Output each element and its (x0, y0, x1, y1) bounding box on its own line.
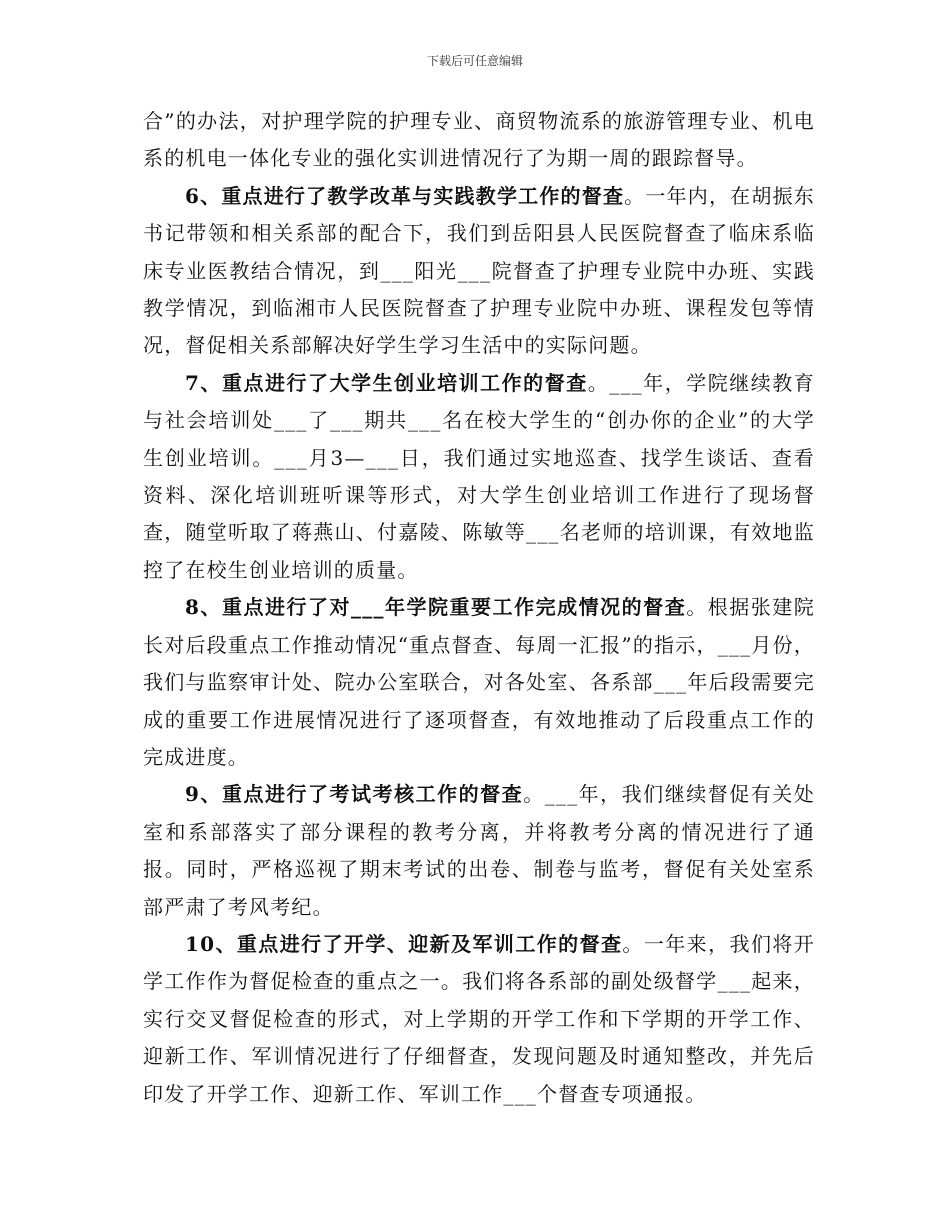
paragraph-item-7 (143, 365, 815, 589)
paragraph-item-8 (143, 589, 815, 776)
paragraph-continuation (143, 103, 815, 178)
paragraph-heading: 6、重点进行了教学改革与实践教学工作的督查 (185, 183, 625, 208)
paragraph-heading: 10、重点进行了开学、迎新及军训工作的督查 (185, 931, 623, 956)
paragraph-text: 。___年，学院继续教育与社会培训处___了___期共___名在校大学生的“创办你的企业”的大学生创业培训。___月3—___日，我们通过实地巡查、找学生谈话、查看资料、深化培训班听课等形式，对大学生创业培训工作进行了现场督查，随堂听取了蒋燕山、付嘉陵、陈敏等___名老师的培训课，有效地监控了在校生创业培训的质量。 (143, 370, 816, 582)
paragraph-heading: 9、重点进行了考试考核工作的督查 (185, 782, 524, 807)
document-body (143, 103, 815, 1113)
paragraph-text: 合”的办法，对护理学院的护理专业、商贸物流系的旅游管理专业、机电系的机电一体化专业的强化实训进情况行了为期一周的跟踪督导。 (143, 109, 815, 171)
paragraph-item-9 (143, 776, 815, 926)
paragraph-item-10 (143, 926, 815, 1113)
paragraph-item-6 (143, 178, 815, 365)
paragraph-text: 。___年，我们继续督促有关处室和系部落实了部分课程的教考分离，并将教考分离的情况进行了通报。同时，严格巡视了期末考试的出卷、制卷与监考，督促有关处室系部严肃了考风考纪。 (143, 782, 815, 919)
paragraph-text: 。一年内，在胡振东书记带领和相关系部的配合下，我们到岳阳县人民医院督查了临床系临床专业医教结合情况，到___阳光___院督查了护理专业院中办班、实践教学情况，到临湘市人民医院督查了护理专业院中办班、课程发包等情况，督促相关系部解决好学生学习生活中的实际问题。 (143, 183, 815, 358)
paragraph-heading: 7、重点进行了大学生创业培训工作的督查 (185, 370, 588, 395)
page-header: 下载后可任意编辑 (426, 54, 523, 68)
paragraph-heading: 8、重点进行了对___年学院重要工作完成情况的督查 (185, 595, 687, 620)
paragraph-text: 。根据张建院长对后段重点工作推动情况“重点督查、每周一汇报”的指示，___月份，我们与监察审计处、院办公室联合，对各处室、各系部___年后段需要完成的重要工作进展情况进行了逐项督查，有效地推动了后段重点工作的完成进度。 (143, 595, 816, 769)
paragraph-text: 。一年来，我们将开学工作作为督促检查的重点之一。我们将各系部的副处级督学___起来，实行交叉督促检查的形式，对上学期的开学工作和下学期的开学工作、迎新工作、军训情况进行了仔细督查，发现问题及时通知整改，并先后印发了开学工作、迎新工作、军训工作___个督查专项通报。 (143, 931, 815, 1106)
